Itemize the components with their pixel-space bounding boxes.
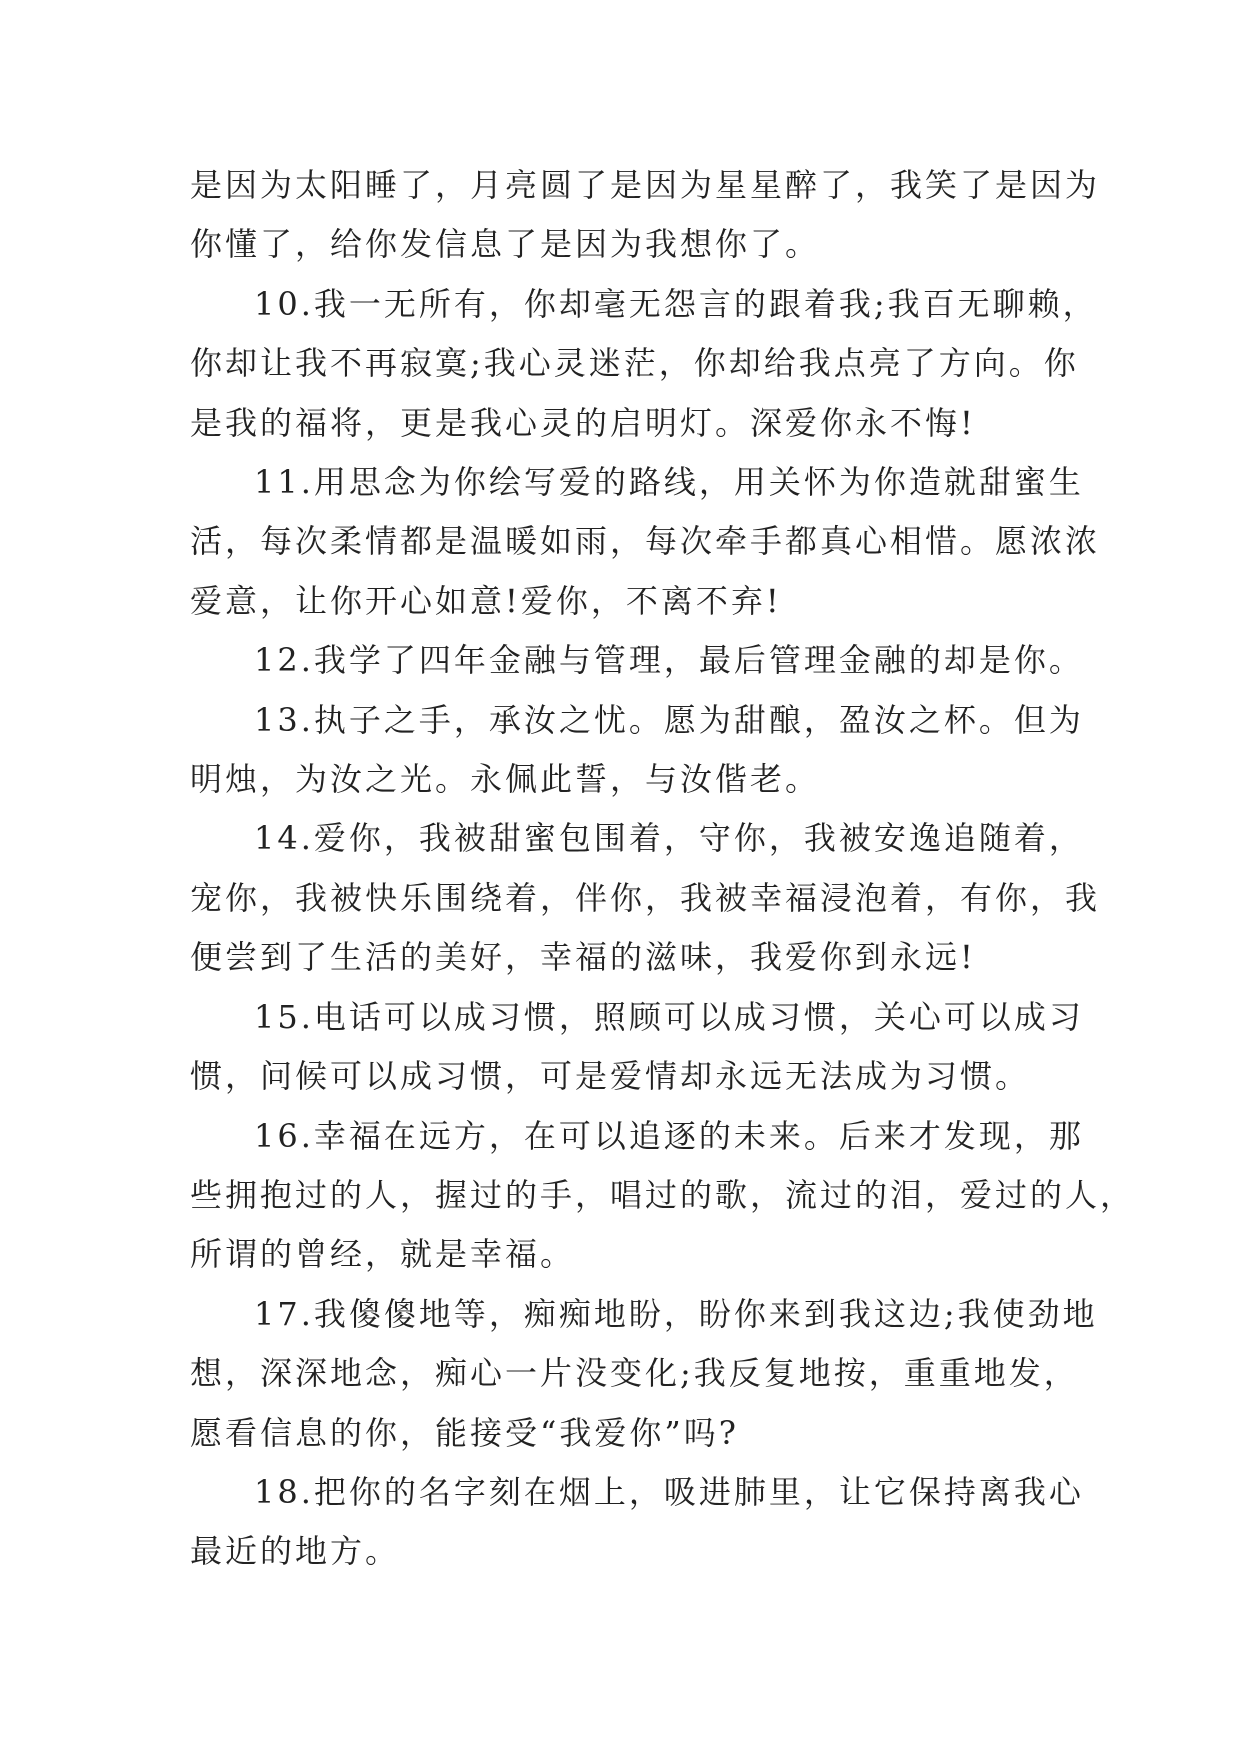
text-line: 11.用思念为你绘写爱的路线，用关怀为你造就甜蜜生: [254, 463, 1084, 502]
text-line: 宠你，我被快乐围绕着，伴你，我被幸福浸泡着，有你，我: [190, 878, 1101, 917]
text-line: 10.我一无所有，你却毫无怨言的跟着我;我百无聊赖，: [254, 284, 1098, 323]
text-line: 你却让我不再寂寞;我心灵迷茫，你却给我点亮了方向。你: [190, 344, 1079, 383]
paragraph: [190, 453, 1101, 631]
body-text: [190, 156, 1136, 1582]
text-line: 最近的地方。: [190, 1532, 401, 1571]
paragraph: [190, 691, 1084, 810]
text-line: 想，深深地念，痴心一片没变化;我反复地按，重重地发，: [190, 1354, 1079, 1393]
text-line: 12.我学了四年金融与管理，最后管理金融的却是你。: [254, 641, 1084, 680]
text-line: 15.电话可以成习惯，照顾可以成习惯，关心可以成习: [254, 997, 1084, 1036]
text-line: 活，每次柔情都是温暖如雨，每次牵手都真心相惜。愿浓浓: [190, 522, 1101, 561]
paragraph: [190, 1463, 1084, 1582]
text-line: 14.爱你，我被甜蜜包围着，守你，我被安逸追随着，: [254, 819, 1084, 858]
text-line: 所谓的曾经，就是幸福。: [190, 1235, 576, 1274]
text-line: 16.幸福在远方，在可以追逐的未来。后来才发现，那: [254, 1116, 1084, 1155]
text-line: 明烛，为汝之光。永佩此誓，与汝偕老。: [190, 760, 821, 799]
text-line: 愿看信息的你，能接受“我爱你”吗?: [190, 1413, 739, 1452]
text-line: 些拥抱过的人，握过的手，唱过的歌，流过的泪，爱过的人，: [190, 1175, 1136, 1214]
text-line: 是我的福将，更是我心灵的启明灯。深爱你永不悔!: [190, 403, 976, 442]
text-line: 是因为太阳睡了，月亮圆了是因为星星醉了，我笑了是因为: [190, 166, 1101, 204]
paragraph: [190, 1107, 1136, 1285]
paragraph: [190, 631, 1084, 690]
text-line: 你懂了，给你发信息了是因为我想你了。: [190, 225, 821, 264]
paragraph: [190, 275, 1098, 453]
text-line: 13.执子之手，承汝之忧。愿为甜酿，盈汝之杯。但为: [254, 700, 1084, 739]
text-line: 惯，问候可以成习惯，可是爱情却永远无法成为习惯。: [190, 1057, 1031, 1096]
paragraph: [190, 1285, 1098, 1463]
text-line: 便尝到了生活的美好，幸福的滋味，我爱你到永远!: [190, 938, 976, 977]
text-line: 18.把你的名字刻在烟上，吸进肺里，让它保持离我心: [254, 1472, 1084, 1511]
paragraph: [190, 988, 1084, 1107]
text-line: 爱意，让你开心如意!爱你，不离不弃!: [190, 581, 782, 620]
paragraph: [190, 809, 1101, 987]
paragraph: [190, 156, 1101, 275]
text-line: 17.我傻傻地等，痴痴地盼，盼你来到我这边;我使劲地: [254, 1294, 1098, 1333]
